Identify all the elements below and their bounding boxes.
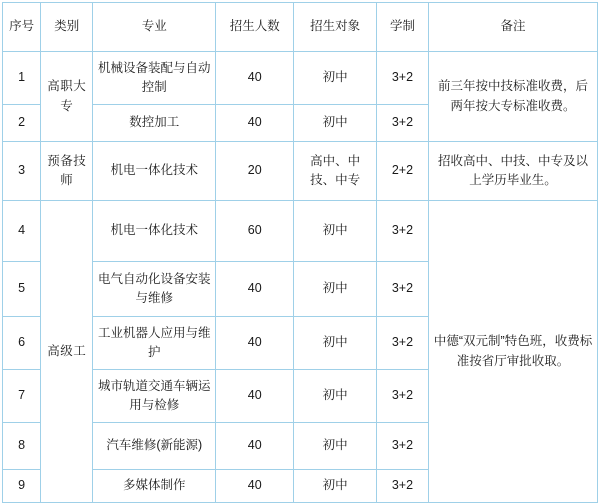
- cell-number: 40: [216, 423, 294, 470]
- cell-system: 3+2: [376, 423, 428, 470]
- cell-category: 预备技师: [41, 142, 93, 201]
- cell-target: 初中: [294, 262, 376, 317]
- cell-number: 40: [216, 317, 294, 370]
- cell-major: 汽车维修(新能源): [93, 423, 216, 470]
- cell-number: 60: [216, 201, 294, 262]
- cell-system: 3+2: [376, 470, 428, 503]
- table-body: [3, 52, 598, 503]
- cell-remark: 招收高中、中技、中专及以上学历毕业生。: [429, 142, 598, 201]
- cell-target: 初中: [294, 201, 376, 262]
- cell-number: 40: [216, 470, 294, 503]
- cell-remark: 中德“双元制”特色班，收费标准按省厅审批收取。: [429, 201, 598, 503]
- table-row: [3, 52, 598, 105]
- column-header-category: 类别: [41, 3, 93, 52]
- cell-category: 高职大专: [41, 52, 93, 142]
- cell-target: 初中: [294, 370, 376, 423]
- cell-no: 6: [3, 317, 41, 370]
- cell-major: 机电一体化技术: [93, 201, 216, 262]
- cell-no: 7: [3, 370, 41, 423]
- column-header-target: 招生对象: [294, 3, 376, 52]
- cell-no: 2: [3, 105, 41, 142]
- cell-target: 初中: [294, 317, 376, 370]
- table-row: [3, 201, 598, 262]
- table-row: [3, 142, 598, 201]
- cell-target: 初中: [294, 423, 376, 470]
- column-header-remark: 备注: [429, 3, 598, 52]
- cell-category: 高级工: [41, 201, 93, 503]
- cell-number: 40: [216, 105, 294, 142]
- cell-no: 9: [3, 470, 41, 503]
- cell-no: 1: [3, 52, 41, 105]
- cell-number: 20: [216, 142, 294, 201]
- cell-system: 2+2: [376, 142, 428, 201]
- cell-system: 3+2: [376, 317, 428, 370]
- cell-major: 机电一体化技术: [93, 142, 216, 201]
- column-header-no: 序号: [3, 3, 41, 52]
- cell-major: 数控加工: [93, 105, 216, 142]
- cell-major: 工业机器人应用与维护: [93, 317, 216, 370]
- cell-no: 8: [3, 423, 41, 470]
- enrollment-table: [2, 2, 598, 503]
- column-header-major: 专业: [93, 3, 216, 52]
- cell-no: 4: [3, 201, 41, 262]
- table-header: [3, 3, 598, 52]
- cell-target: 高中、中技、中专: [294, 142, 376, 201]
- cell-target: 初中: [294, 105, 376, 142]
- cell-major: 多媒体制作: [93, 470, 216, 503]
- cell-target: 初中: [294, 52, 376, 105]
- cell-target: 初中: [294, 470, 376, 503]
- cell-number: 40: [216, 52, 294, 105]
- cell-system: 3+2: [376, 201, 428, 262]
- cell-number: 40: [216, 262, 294, 317]
- cell-major: 电气自动化设备安装与维修: [93, 262, 216, 317]
- cell-system: 3+2: [376, 262, 428, 317]
- cell-number: 40: [216, 370, 294, 423]
- cell-major: 城市轨道交通车辆运用与检修: [93, 370, 216, 423]
- table-header-row: [3, 3, 598, 52]
- column-header-number: 招生人数: [216, 3, 294, 52]
- cell-major: 机械设备装配与自动控制: [93, 52, 216, 105]
- cell-no: 3: [3, 142, 41, 201]
- cell-system: 3+2: [376, 52, 428, 105]
- cell-system: 3+2: [376, 105, 428, 142]
- cell-system: 3+2: [376, 370, 428, 423]
- cell-remark: 前三年按中技标准收费，后两年按大专标准收费。: [429, 52, 598, 142]
- cell-no: 5: [3, 262, 41, 317]
- column-header-system: 学制: [376, 3, 428, 52]
